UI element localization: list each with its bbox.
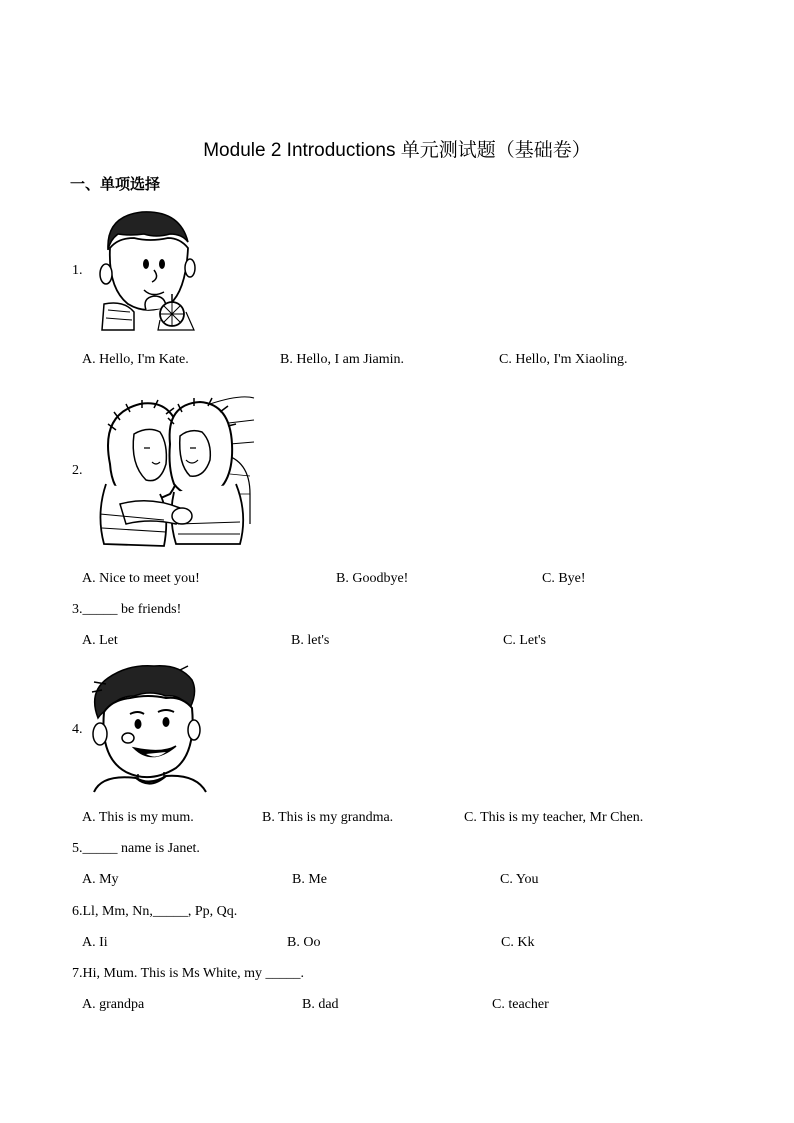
question-1-number: 1.	[72, 263, 83, 278]
question-5-stem: 5._____ name is Janet.	[72, 841, 200, 856]
question-2-option-b[interactable]: B. Goodbye!	[336, 571, 409, 586]
question-3-option-a[interactable]: A. Let	[82, 633, 118, 648]
question-6-option-a[interactable]: A. Ii	[82, 935, 108, 950]
boy-with-lollipop-image	[94, 208, 198, 332]
question-7-stem: 7.Hi, Mum. This is Ms White, my _____.	[72, 966, 305, 981]
question-6-stem: 6.Ll, Mm, Nn,_____, Pp, Qq.	[72, 904, 238, 919]
question-7-option-b[interactable]: B. dad	[302, 997, 339, 1012]
question-5-option-c[interactable]: C. You	[500, 872, 539, 887]
question-3-option-b[interactable]: B. let's	[291, 633, 330, 648]
question-5-option-b[interactable]: B. Me	[292, 872, 327, 887]
question-7-option-c[interactable]: C. teacher	[492, 997, 549, 1012]
eskimos-hugging-image	[90, 384, 256, 554]
question-2-option-a[interactable]: A. Nice to meet you!	[82, 571, 200, 586]
smiling-boy-image	[88, 662, 208, 794]
question-4-number: 4.	[72, 722, 83, 737]
page-title: Module 2 Introductions 单元测试题（基础卷）	[203, 140, 591, 161]
question-4-option-c[interactable]: C. This is my teacher, Mr Chen.	[464, 810, 644, 825]
question-4-option-a[interactable]: A. This is my mum.	[82, 810, 194, 825]
question-2-option-c[interactable]: C. Bye!	[542, 571, 586, 586]
question-1-option-c[interactable]: C. Hello, I'm Xiaoling.	[499, 352, 628, 367]
question-5-option-a[interactable]: A. My	[82, 872, 119, 887]
section-heading: 一、单项选择	[70, 175, 161, 193]
question-7-option-a[interactable]: A. grandpa	[82, 997, 145, 1012]
question-1-option-a[interactable]: A. Hello, I'm Kate.	[82, 352, 189, 367]
question-3-option-c[interactable]: C. Let's	[503, 633, 546, 648]
question-4-option-b[interactable]: B. This is my grandma.	[262, 810, 394, 825]
question-3-stem: 3._____ be friends!	[72, 602, 182, 617]
question-6-option-c[interactable]: C. Kk	[501, 935, 535, 950]
question-2-number: 2.	[72, 463, 83, 478]
question-1-option-b[interactable]: B. Hello, I am Jiamin.	[280, 352, 405, 367]
question-6-option-b[interactable]: B. Oo	[287, 935, 321, 950]
